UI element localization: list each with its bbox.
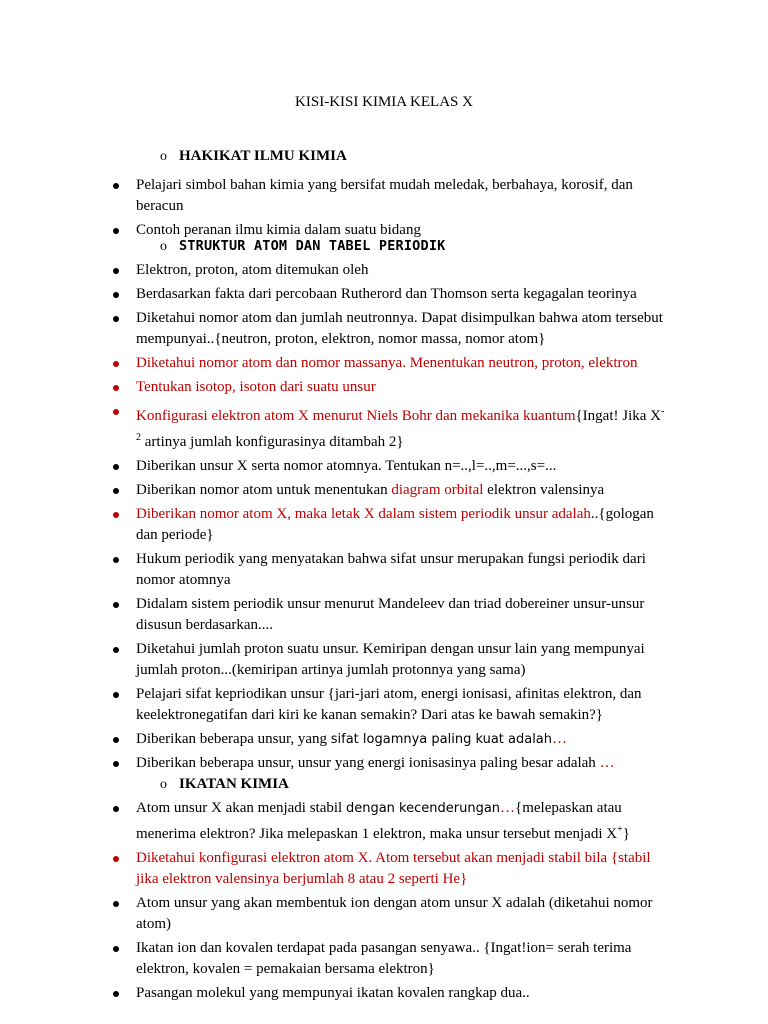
bullet-icon [113,409,119,415]
list-item-text: Atom unsur yang akan membentuk ion dengan atom unsur X adalah (diketahui nomor atom) [136,895,653,932]
list-item-text-note: ..{gologan dan periode} [136,506,654,543]
bullet-icon [113,761,119,767]
list-item-text: Berdasarkan fakta dari percobaan Rutherord dan Thomson serta kegagalan teorinya [136,286,637,302]
list-item-text: Diberikan beberapa unsur, unsur yang energi ionisasinya paling besar adalah [136,755,600,771]
list-item-text: Elektron, proton, atom ditemukan oleh [136,262,369,278]
list-item-text-red: diagram orbital [391,482,484,498]
circle-bullet-icon: o [160,777,167,792]
circle-bullet-icon: o [160,239,167,254]
list-item [113,260,668,281]
circle-bullet-icon: o [160,149,167,164]
list-item-highlighted [113,401,668,453]
list-item-text: Pelajari sifat kepriodikan unsur {jari-jari atom, energi ionisasi, afinitas elektron, dan keelektronegatifan dari kiri ke kanan semakin? Dari atas ke bawah semakin?} [136,686,642,723]
list-item-text: } [622,826,630,842]
bullet-icon [113,292,119,298]
list-item-text: Diberikan nomor atom untuk menentukan [136,482,392,498]
ellipsis: … [599,755,615,771]
bullet-icon [113,692,119,698]
list-item-text: Hukum periodik yang menyatakan bahwa sifat unsur merupakan fungsi periodik dari nomor atomnya [136,551,646,588]
bullet-icon [113,228,119,234]
list-item [113,684,668,726]
superscript: -2 [136,406,665,443]
list-item [113,639,668,681]
section-heading-ikatan [113,774,668,795]
bullet-icon [113,856,119,862]
list-item-text: elektron valensinya [483,482,605,498]
bullet-icon [113,901,119,907]
list-item-text: Diberikan unsur X serta nomor atomnya. Tentukan n=..,l=..,m=...,s=... [136,458,557,474]
list-item-text-red: Konfigurasi elektron atom X menurut Niels Bohr dan mekanika kuantum [136,408,576,424]
bullet-icon [113,268,119,274]
list-item-highlighted [113,377,668,398]
list-item-text: Ikatan ion dan kovalen terdapat pada pasangan senyawa.. {Ingat!ion= serah terima elektron, kovalen = pemakaian bersama elektron} [136,940,632,977]
list-item-highlighted [113,504,668,546]
ellipsis: … [552,731,568,747]
bullet-icon [113,557,119,563]
list-item [113,729,668,750]
list-item [113,308,668,350]
document-title: KISI-KISI KIMIA KELAS X [295,94,473,110]
list-item-text: Didalam sistem periodik unsur menurut Mandeleev dan triad dobereiner unsur-unsur disusun berdasarkan.... [136,596,645,633]
list-item [113,549,668,591]
superscript: + [617,824,623,835]
list-item-text: Diketahui nomor atom dan jumlah neutronnya. Dapat disimpulkan bahwa atom tersebut mempunyai..{neutron, proton, elektron, nomor massa, nomor atom} [136,310,663,347]
list-item-highlighted [113,848,668,890]
bullet-icon [113,385,119,391]
list-item [113,753,668,774]
bullet-icon [113,488,119,494]
list-item [113,480,668,501]
section-heading-struktur [113,236,668,257]
bullet-icon [113,464,119,470]
bullet-icon [113,316,119,322]
list-item-text: Tentukan isotop, isoton dari suatu unsur [136,379,376,395]
list-item [113,284,668,305]
bullet-icon [113,946,119,952]
ellipsis: … [500,800,516,816]
bullet-icon [113,991,119,997]
section-heading-text: IKATAN KIMIA [179,776,289,792]
list-item-text-red: Diketahui konfigurasi elektron atom X. Atom tersebut akan menjadi stabil bila {stabil jika elektron valensinya berjumlah 8 atau 2 seperti He} [136,850,651,887]
list-item [113,798,668,845]
list-item-text: {melepaskan atau menerima elektron? Jika melepaskan 1 elektron, maka unsur tersebut menjadi X [136,800,622,842]
list-item-text: Diketahui nomor atom dan nomor massanya. Menentukan neutron, proton, elektron [136,355,638,371]
list-item-text: Pelajari simbol bahan kimia yang bersifat mudah meledak, berbahaya, korosif, dan beracun [136,177,633,214]
list-item-text-sans: dengan kecenderungan [345,801,501,816]
list-item [113,175,668,217]
bullet-icon [113,806,119,812]
list-item-text: Diketahui jumlah proton suatu unsur. Kemiripan dengan unsur lain yang mempunyai jumlah proton...(kemiripan artinya jumlah protonnya yang sama) [136,641,645,678]
list-item [113,938,668,980]
list-item [113,456,668,477]
list-item-text-red: Diberikan nomor atom X, maka letak X dalam sistem periodik unsur adalah [136,506,591,522]
section-heading-text: STRUKTUR ATOM DAN TABEL PERIODIK [179,238,446,254]
list-item-text: Contoh peranan ilmu kimia dalam suatu bidang [136,222,421,238]
section-heading-text: HAKIKAT ILMU KIMIA [179,148,347,164]
section-heading-hakikat [113,146,668,167]
bullet-icon [113,647,119,653]
list-item-text-note: artinya jumlah konfigurasinya ditambah 2} [141,434,404,450]
content-list [113,146,668,1004]
list-item-text: Diberikan beberapa unsur, yang [136,731,331,747]
bullet-icon [113,361,119,367]
list-item [113,893,668,935]
list-item-text-sans: sifat logamnya paling kuat adalah [330,732,553,747]
list-item [113,594,668,636]
bullet-icon [113,737,119,743]
list-item [113,983,668,1004]
list-item-text-note: {Ingat! Jika X [575,408,661,424]
bullet-icon [113,183,119,189]
bullet-icon [113,602,119,608]
list-item-text: Atom unsur X akan menjadi stabil [136,800,346,816]
bullet-icon [113,512,119,518]
list-item-highlighted [113,353,668,374]
list-item-text: Pasangan molekul yang mempunyai ikatan kovalen rangkap dua.. [136,985,530,1001]
